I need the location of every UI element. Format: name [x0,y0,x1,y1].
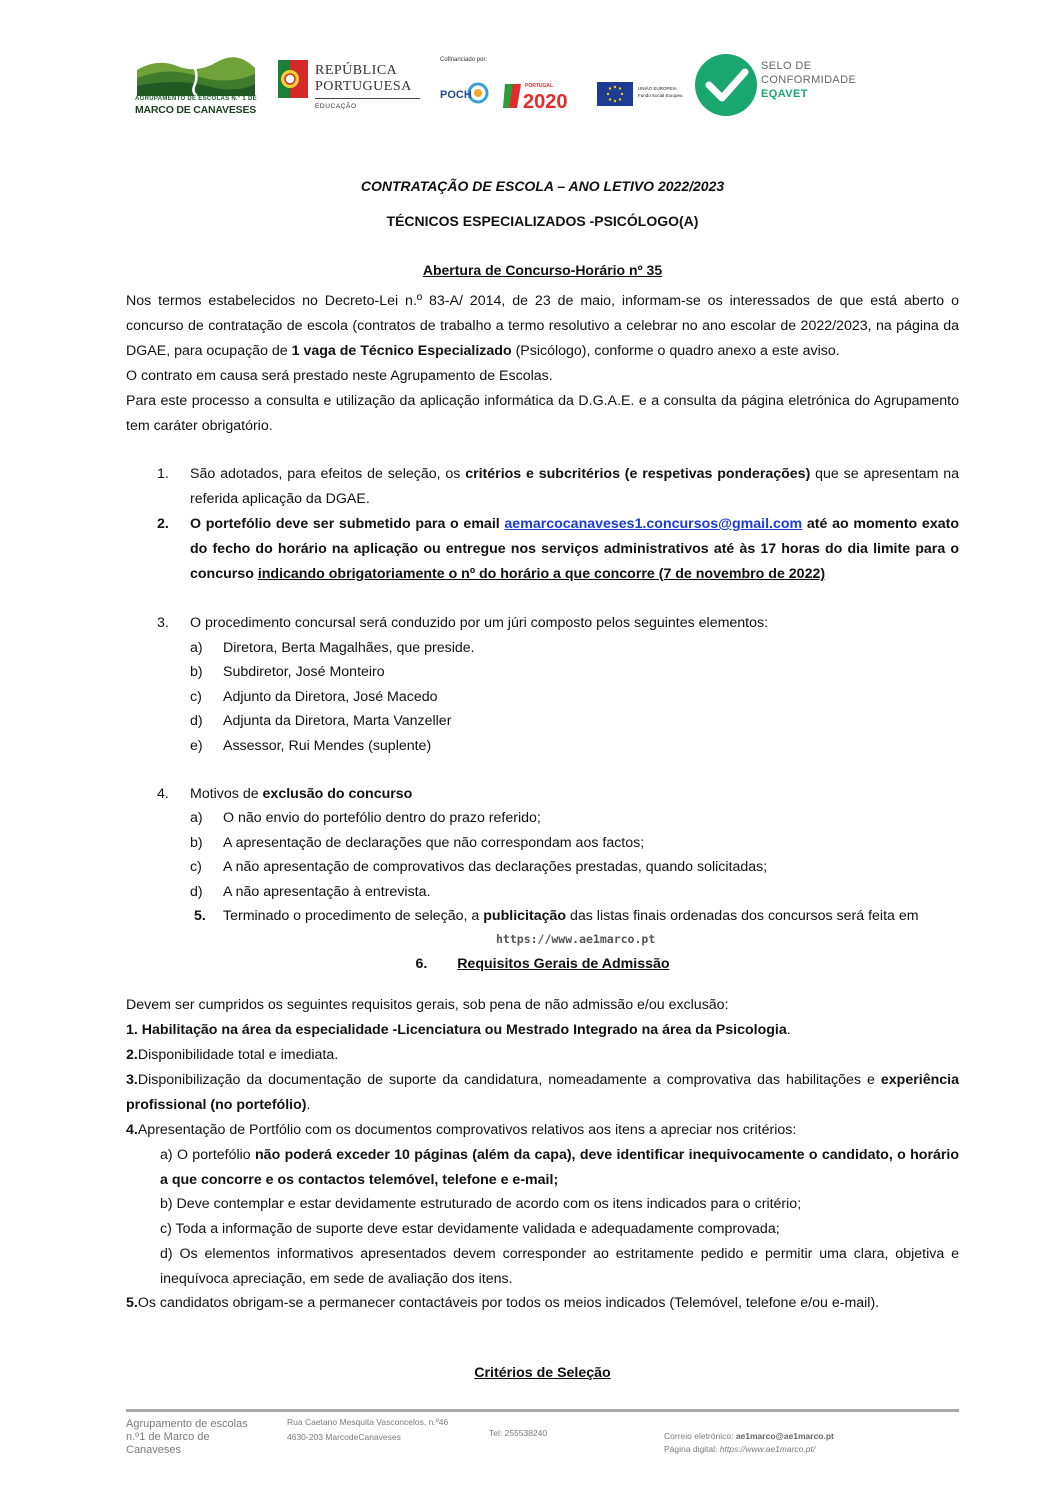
item1-text-b: que se apresentam na referida aplicação da DGAE. [190,466,960,507]
sub-text: Assessor, Rui Mendes (suplente) [223,738,432,754]
sub-letter: d) [190,884,203,900]
eu-flag-icon [597,82,633,106]
agrupamento-logo [135,56,260,120]
requirement-number: 3. [126,1072,138,1088]
item5-text-a: Terminado o procedimento de seleção, a [223,908,484,924]
sub-letter: d) [190,713,203,729]
footer-phone: Tel: 255538240 [489,1428,548,1438]
portugal-2020-icon [503,78,583,112]
footer-address-line1: Rua Caetano Mesquita Vasconcelos, n.º46 [287,1417,449,1427]
criteria-heading: Critérios de Seleção [474,1365,611,1381]
requirement-4a-text: a) O portefólio [160,1147,256,1163]
hills-icon [137,56,255,96]
sub-text: Subdiretor, José Monteiro [223,664,385,680]
requirement-number: 4. [126,1122,138,1138]
footer-site-link[interactable]: https://www.ae1marco.pt/ [719,1444,816,1454]
poch-logo [440,76,490,110]
sub-text: A apresentação de declarações que não correspondam aos factos; [223,835,645,851]
document-subtitle: TÉCNICOS ESPECIALIZADOS -PSICÓLOGO(A) [386,213,699,229]
header-logos [0,48,1058,123]
requirement-4 [126,1118,959,1143]
cofinanciado-label: Cofinanciado por: [440,57,488,63]
item4-text-a: Motivos de [190,786,263,802]
item4-bold: exclusão do concurso [262,786,413,802]
item1-bold: critérios e subcritérios (e respetivas ponderações) [465,466,811,482]
requirement-4c: c) Toda a informação de suporte deve estar devidamente validada e adequadamente comprovada; [160,1221,780,1237]
requirements-heading [126,956,959,972]
website-link[interactable]: https://www.ae1marco.pt [496,932,656,946]
list-item-number: 5. [194,908,206,924]
requirement-number: 5. [126,1295,138,1311]
sub-letter: e) [190,738,203,754]
portugal-2020-logo [503,78,583,112]
intro-text-end: (Psicólogo), conforme o quadro anexo a este aviso. [511,343,840,359]
list-item-body [190,512,959,587]
sub-letter: c) [190,859,202,875]
footer-email-row [664,1430,964,1443]
email-link[interactable]: aemarcocanaveses1.concursos@gmail.com [504,516,803,532]
list-item-number: 6. [415,956,428,972]
requirement-1 [126,1018,959,1043]
item2-underlined: indicando obrigatoriamente o nº do horário a que concorre (7 de novembro de 2022) [257,566,826,582]
requirement-3-bold: experiência profissional (no portefólio) [126,1072,959,1113]
coat-of-arms-icon [278,60,308,98]
sub-text: Diretora, Berta Magalhães, que preside. [223,640,475,656]
item1-text-a: São adotados, para efeitos de seleção, os [190,466,466,482]
requirement-number: 2. [126,1047,138,1063]
opening-title: Abertura de Concurso-Horário nº 35 [422,262,663,278]
list-item-body [223,904,919,929]
footer-address-line2: 4630-203 MarcodeCanaveses [287,1432,401,1442]
requirement-1-end: . [786,1022,791,1038]
intro-text-start: Nos termos estabelecidos no Decreto-Lei n.º 83-A/ 2014, de 23 de maio, informam-se os interessados de que está aberto o concurso de contratação de escola (contratos de trabalho a termo resolutivo a celebrar no ano escolar de 2022/2023, na página da DGAE, para ocupação de [126,293,959,359]
footer-email-label: Correio eletrónico: [664,1431,736,1441]
sub-letter: b) [190,664,203,680]
requirement-4d: d) Os elementos informativos apresentados devem corresponder ao estritamente pedido e permitir uma clara, objetiva e inequívoca apreciação, em sede de avaliação dos itens. [160,1246,959,1287]
item5-text-b: das listas finais ordenadas dos concursos será feita em [566,908,919,924]
agrupamento-logo-line2: MARCO DE CANAVESES [135,104,257,116]
footer-site-label: Página digital: [664,1444,720,1454]
republica-text: REPÚBLICA [315,63,398,78]
list-item-number: 2. [157,516,169,532]
sub-letter: c) [190,689,202,705]
eu-text-line2: Fundo Social Europeu [638,93,683,98]
sub-text: A não apresentação de comprovativos das declarações prestadas, quando solicitadas; [223,859,768,875]
check-icon [695,54,757,116]
footer-site-row [664,1443,964,1456]
eu-text-line1: UNIÃO EUROPEIA [638,86,677,91]
divider [315,98,420,99]
intro-paragraph [126,289,959,364]
intro-vacancy: 1 vaga de Técnico Especializado [291,343,512,359]
item2-text-a: O portefólio deve ser submetido para o email [190,516,505,532]
requirement-1-bold: 1. Habilitação na área da especialidade -Licenciatura ou Mestrado Integrado na área da Psicologia [126,1022,787,1038]
requirements-title: Requisitos Gerais de Admissão [457,956,670,972]
requirement-5 [126,1291,959,1316]
requirements-intro: Devem ser cumpridos os seguintes requisitos gerais, sob pena de não admissão e/ou exclusão: [126,997,729,1013]
list-item-number: 3. [157,615,169,631]
item5-bold: publicitação [483,908,567,924]
poch-icon [440,76,490,110]
list-item-number: 4. [157,786,169,802]
list-item-body [190,782,959,807]
sub-letter: a) [190,810,203,826]
eqavet-logo [695,54,870,122]
footer-divider [126,1409,959,1412]
p2020-text: 2020 [523,91,568,112]
footer-school-name: Agrupamento de escolas n.º1 de Marco de Canaveses [126,1418,248,1456]
intro-paragraph-2: O contrato em causa será prestado neste Agrupamento de Escolas. [126,368,553,384]
eu-text [638,85,683,99]
list-item-body: O procedimento concursal será conduzido por um júri composto pelos seguintes elementos: [190,615,769,631]
requirement-4a-bold: não poderá exceder 10 páginas (além da capa), deve identificar inequivocamente o candidato, o horário a que concorre e os contactos telemóvel, telefone e e-mail; [160,1147,959,1188]
footer-email-link[interactable]: ae1marco@ae1marco.pt [735,1431,834,1441]
sub-text: Adjunto da Diretora, José Macedo [223,689,438,705]
republica-portuguesa-logo [278,56,428,122]
footer-address [287,1415,457,1445]
sub-text: A não apresentação à entrevista. [223,884,431,900]
eqavet-line1: SELO DE [761,60,812,72]
requirement-2-text: Disponibilidade total e imediata. [137,1047,339,1063]
requirement-4-text: Apresentação de Portfólio com os documentos comprovativos relativos aos itens a apreciar nos critérios: [137,1122,797,1138]
requirement-3-text: Disponibilização da documentação de suporte da candidatura, nomeadamente a comprovativa das habilitações e [137,1072,881,1088]
eqavet-line3: EQAVET [761,88,808,100]
item2-text-b: até ao momento exato do fecho do horário na aplicação ou entregue nos serviços administrativos até às 17 horas do dia limite para o concurso [190,516,959,582]
requirement-5-text: Os candidatos obrigam-se a permanecer contactáveis por todos os meios indicados (Telemóvel, telefone e/ou e-mail). [137,1295,880,1311]
requirement-3 [126,1068,959,1118]
eqavet-line2: CONFORMIDADE [761,74,857,86]
requirement-4b: b) Deve contemplar e estar devidamente estruturado de acordo com os itens indicados para o critério; [160,1196,802,1212]
list-item-number: 1. [157,466,169,482]
sub-text: Adjunta da Diretora, Marta Vanzeller [223,713,452,729]
footer-contacts [664,1430,964,1456]
agrupamento-logo-line1: AGRUPAMENTO DE ESCOLAS N.º 1 DE [135,96,257,102]
educacao-text: EDUCAÇÃO [315,103,357,110]
requirement-2 [126,1043,959,1068]
list-item-body [190,462,959,512]
requirement-3-end: . [306,1097,311,1113]
sub-letter: b) [190,835,203,851]
intro-paragraph-3: Para este processo a consulta e utilização da aplicação informática da D.G.A.E. e a consulta da página eletrónica do Agrupamento tem caráter obrigatório. [126,393,959,434]
portuguesa-text: PORTUGUESA [315,79,412,94]
sub-text: O não envio do portefólio dentro do prazo referido; [223,810,541,826]
portugal-text: PORTUGAL [525,83,554,89]
sub-letter: a) [190,640,203,656]
document-title: CONTRATAÇÃO DE ESCOLA – ANO LETIVO 2022/2023 [360,178,725,194]
requirement-4a [160,1143,959,1193]
poch-text: POCH [440,89,472,101]
